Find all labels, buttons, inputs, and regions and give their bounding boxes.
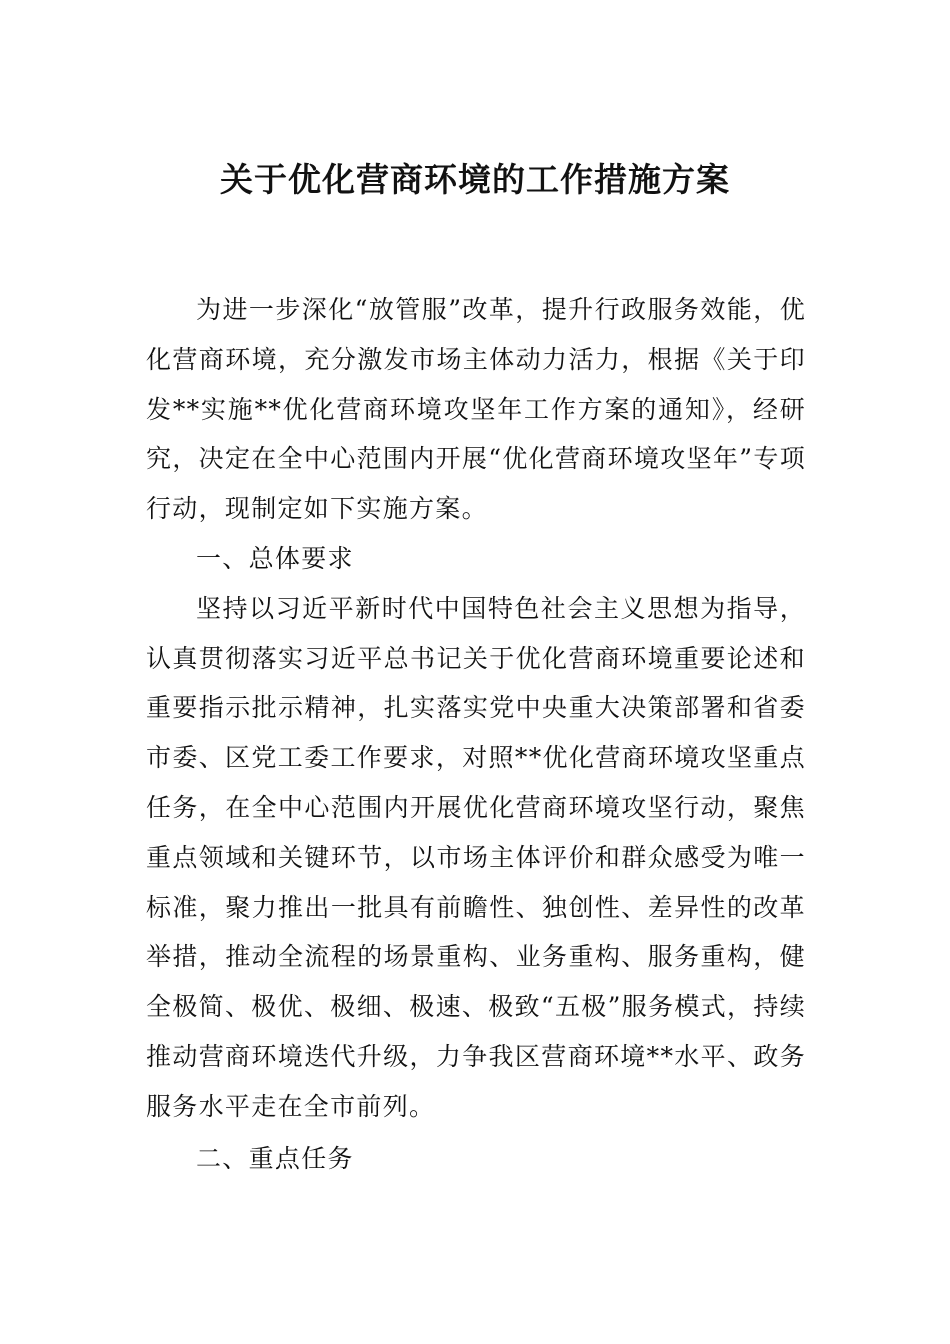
- document-body: [146, 285, 806, 1183]
- section-heading-key-tasks: 二、重点任务: [196, 1143, 354, 1173]
- document-title: 关于优化营商环境的工作措施方案: [220, 160, 730, 199]
- section-heading-general-requirements: 一、总体要求: [196, 543, 354, 573]
- general-requirements-paragraph: 坚持以习近平新时代中国特色社会主义思想为指导，认真贯彻落实习近平总书记关于优化营商环境重要论述和重要指示批示精神，扎实落实党中央重大决策部署和省委市委、区党工委工作要求，对照**优化营商环境攻坚重点任务，在全中心范围内开展优化营商环境攻坚行动，聚焦重点领域和关键环节，以市场主体评价和群众感受为唯一标准，聚力推出一批具有前瞻性、独创性、差异性的改革举措，推动全流程的场景重构、业务重构、服务重构，健全极简、极优、极细、极速、极致“五极”服务模式，持续推动营商环境迭代升级，力争我区营商环境**水平、政务服务水平走在全市前列。: [146, 593, 806, 1121]
- intro-paragraph: 为进一步深化“放管服”改革，提升行政服务效能，优化营商环境，充分激发市场主体动力活力，根据《关于印发**实施**优化营商环境攻坚年工作方案的通知》，经研究，决定在全中心范围内开展“优化营商环境攻坚年”专项行动，现制定如下实施方案。: [146, 295, 806, 524]
